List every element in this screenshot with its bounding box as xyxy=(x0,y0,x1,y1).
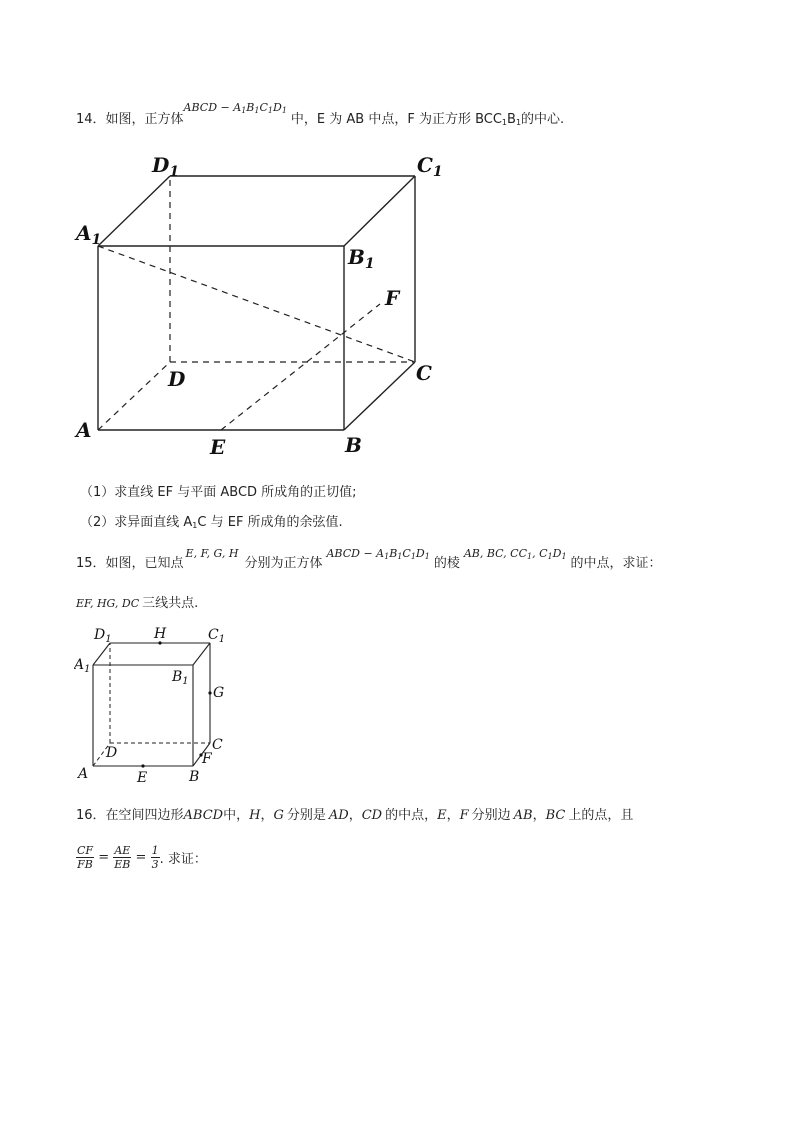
label-C1: $C_1$ xyxy=(208,627,226,645)
q14-prefix: 14．如图，正方体 xyxy=(76,112,184,127)
segment-E-F xyxy=(221,304,380,430)
label-E: E xyxy=(210,435,226,459)
label-A: A xyxy=(76,418,92,442)
label-F: F xyxy=(202,751,212,767)
label-D1: $D_1$ xyxy=(94,627,112,645)
label-A1: $A_1$ xyxy=(76,221,102,248)
edge-B-C xyxy=(344,362,415,430)
q15-stem: 15．如图，已知点$^{E, F, G, H}$分别为正方体$^{ABCD - A_1B_1C_1D_1}$ 的棱$^{AB, BC, CC_1, C_1D_1}$ 的中点，求证： xyxy=(76,547,662,571)
edge-B1-C1 xyxy=(344,176,415,246)
label-B: B xyxy=(189,769,200,785)
q14-part2: （2）求异面直线 $A_1C$ 与 EF 所成角的余弦值. xyxy=(80,515,343,530)
q14-stem: 14．如图，正方体$^{ABCD - A_1B_1C_1D_1}$中，E 为 AB 中点，F 为正方形 $BCC_1B_1$的中心. xyxy=(76,101,565,127)
fraction-one-third: $\frac{1}{3}$ xyxy=(151,844,159,871)
point-G xyxy=(208,691,211,694)
q14-tail: 的中心. xyxy=(521,112,565,127)
label-C: C xyxy=(212,737,223,753)
label-F: F xyxy=(385,286,400,310)
point-E xyxy=(141,764,144,767)
fraction-cf-fb: $\frac{CF}{FB}$ xyxy=(77,844,94,871)
label-C1: $C_1$ xyxy=(417,153,443,180)
edge-A1-D1 xyxy=(98,176,170,246)
q14-figure xyxy=(60,140,460,470)
label-E: E xyxy=(137,770,148,786)
label-C: C xyxy=(416,361,432,385)
q14-mid-text: 中，E 为 AB 中点，F 为正方形 BCC xyxy=(290,112,502,127)
label-B1: $B_1$ xyxy=(348,245,375,272)
fraction-ae-eb: $\frac{AE}{EB}$ xyxy=(114,844,131,871)
label-D1: $D_1$ xyxy=(152,153,180,180)
q14-cube-formula: ABCD − A1B1C1D1 xyxy=(183,101,287,115)
label-B: B xyxy=(345,433,362,457)
q15-line2: EF, HG, DC 三线共点. xyxy=(76,596,199,611)
label-A1: $A_1$ xyxy=(74,657,91,675)
edge-A-D xyxy=(98,362,170,430)
label-A: A xyxy=(78,766,89,782)
q16-ratio: $\frac{CF}{FB}$ = $\frac{AE}{EB}$ = $\frac{1}{3}$ . 求证： xyxy=(77,844,207,871)
label-G: G xyxy=(213,685,225,701)
label-B1: $B_1$ xyxy=(172,669,189,687)
label-D: D xyxy=(168,367,186,391)
q14-part1: （1）求直线 EF 与平面 ABCD 所成角的正切值; xyxy=(80,485,357,500)
label-D: D xyxy=(106,745,118,761)
q15-edges: AB, BC, CC1, C1D1 xyxy=(463,547,567,561)
label-H: H xyxy=(154,626,167,642)
q15-points: E, F, G, H xyxy=(185,547,239,560)
q15-figure xyxy=(74,620,244,790)
q15-cube-formula: ABCD − A1B1C1D1 xyxy=(326,547,430,561)
q16-stem: 16．在空间四边形ABCD中，H，G 分别是 AD，CD 的中点，E，F 分别边 AB，BC 上的点，且 xyxy=(76,808,634,823)
